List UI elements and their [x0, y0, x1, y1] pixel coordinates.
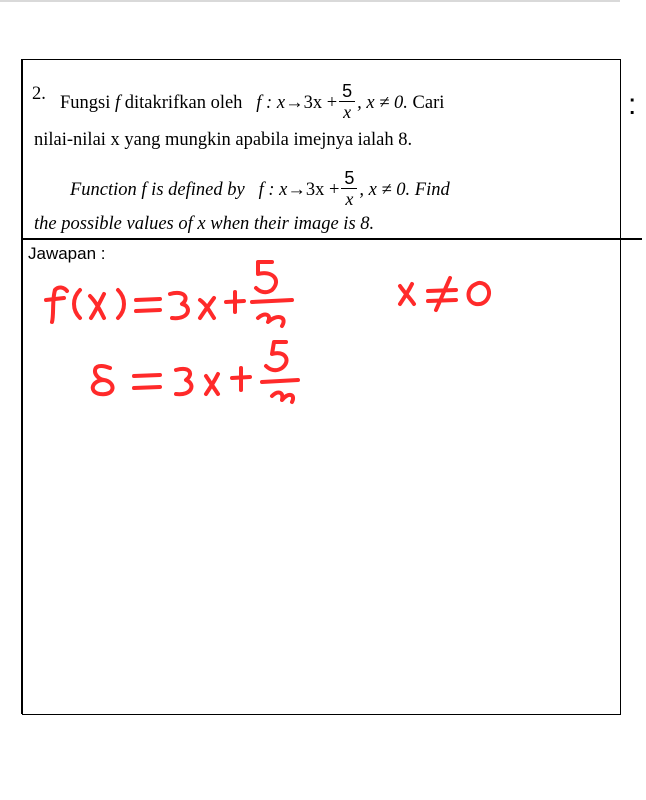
formula-condition: , x ≠ 0.	[357, 92, 408, 113]
english-intro: Function f is defined by	[70, 179, 245, 200]
english-find: Find	[414, 179, 450, 200]
fraction-numerator-en: 5	[344, 168, 355, 188]
formula-lhs: f : x	[256, 92, 286, 113]
formula-rhs-en: 3x +	[305, 179, 340, 200]
question-number: 2.	[32, 84, 46, 104]
formula-condition-en: , x ≠ 0.	[359, 179, 411, 200]
formula-lhs-en: f : x	[258, 179, 288, 200]
question-english-line2: the possible values of x when their image is 8.	[34, 214, 375, 234]
malay-intro: Fungsi	[60, 92, 111, 113]
answer-label: Jawapan :	[28, 244, 106, 263]
formula-arrow-en: →	[287, 179, 306, 200]
fraction-denominator-en: x	[341, 188, 357, 209]
question-malay-line2: nilai-nilai x yang mungkin apabila imejnya ialah 8.	[34, 130, 413, 150]
formula-rhs: 3x +	[303, 92, 338, 113]
malay-defined: ditakrifkan oleh	[124, 92, 243, 113]
formula-arrow: →	[285, 92, 304, 113]
malay-f: f	[115, 92, 121, 113]
fraction-numerator: 5	[342, 81, 353, 101]
fraction-denominator: x	[339, 101, 355, 122]
page-edge-mark: :	[628, 88, 637, 121]
malay-find: Cari	[412, 92, 445, 113]
